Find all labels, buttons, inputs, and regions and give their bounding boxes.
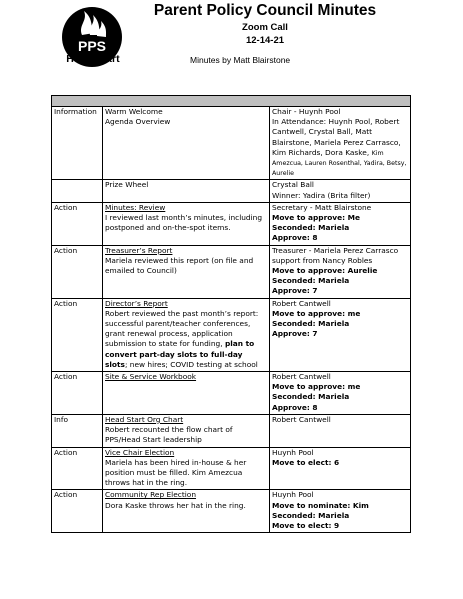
row-vote: Approve: 7 bbox=[272, 286, 318, 296]
row-topic: Warm Welcome bbox=[105, 107, 163, 116]
row-owner: Robert Cantwell bbox=[272, 298, 331, 308]
row-detail: Winner: Yadira (Brita filter) bbox=[272, 190, 371, 200]
attendance-list-continued: Kim Amezcua, Lauren Rosenthal, Yadira, Betsy, Aurelie bbox=[272, 149, 407, 178]
row-topic-secondary: Agenda Overview bbox=[105, 117, 171, 127]
row-second: Seconded: Mariela bbox=[272, 276, 350, 286]
row-topic: Site & Service Workbook bbox=[105, 372, 197, 382]
table-row bbox=[52, 490, 411, 533]
row-topic: Head Start Org Chart bbox=[105, 414, 184, 424]
table-header-row bbox=[52, 96, 411, 107]
row-owner: Robert Cantwell bbox=[272, 372, 331, 382]
row-body: Mariela has been hired in-house & her position must be filled. Kim Amezcua throws hat in the ring. bbox=[105, 457, 247, 488]
row-vote: Approve: 8 bbox=[272, 402, 318, 412]
table-row bbox=[52, 180, 411, 202]
row-topic-cell bbox=[103, 107, 270, 180]
row-motion: Move to nominate: Kim bbox=[272, 500, 369, 510]
row-topic-cell bbox=[103, 490, 270, 533]
logo-pps-text: PPS bbox=[77, 38, 107, 54]
row-motion: Move to approve: Me bbox=[272, 213, 361, 223]
row-owner-cell bbox=[270, 414, 411, 447]
row-second: Seconded: Mariela bbox=[272, 510, 350, 520]
row-body: Dora Kaske throws her hat in the ring. bbox=[105, 500, 246, 510]
row-topic-cell bbox=[103, 414, 270, 447]
row-owner-cell bbox=[270, 180, 411, 202]
table-row bbox=[52, 447, 411, 490]
table-row bbox=[52, 245, 411, 298]
row-topic: Prize Wheel bbox=[105, 180, 149, 190]
row-type: Action bbox=[52, 202, 103, 245]
minutes-table bbox=[51, 95, 411, 533]
meeting-type: Zoom Call bbox=[242, 22, 288, 33]
row-owner: Huynh Pool bbox=[272, 490, 314, 500]
row-second: Seconded: Mariela bbox=[272, 319, 350, 329]
row-topic-cell bbox=[103, 245, 270, 298]
row-owner-cell bbox=[270, 447, 411, 490]
row-owner: Secretary - Matt Blairstone bbox=[272, 202, 372, 212]
logo-head-start-text: Head Start bbox=[66, 53, 120, 65]
row-body-emphasis: plan to convert part-day slots to full-day slots bbox=[105, 339, 255, 369]
row-owner: Huynh Pool bbox=[272, 447, 314, 457]
table-row bbox=[52, 107, 411, 180]
row-owner-cell bbox=[270, 245, 411, 298]
row-topic-cell bbox=[103, 202, 270, 245]
table-row bbox=[52, 414, 411, 447]
row-topic: Vice Chair Election bbox=[105, 447, 175, 457]
row-topic-cell bbox=[103, 447, 270, 490]
row-owner-cell bbox=[270, 202, 411, 245]
row-body: Robert reviewed the past month’s report: successful parent/teacher conferences, grant renewal process, application submission to state for funding, bbox=[105, 308, 259, 349]
row-type: Action bbox=[52, 298, 103, 371]
row-type: Action bbox=[52, 245, 103, 298]
row-owner: Treasurer - Mariela Perez Carrasco support from Nancy Robles bbox=[272, 245, 399, 265]
row-topic: Minutes: Review bbox=[105, 202, 166, 212]
row-topic-cell bbox=[103, 180, 270, 202]
row-vote: Approve: 7 bbox=[272, 329, 318, 339]
row-body: I reviewed last month’s minutes, including postponed and on-the-spot items. bbox=[105, 213, 263, 233]
row-vote: Move to elect: 9 bbox=[272, 520, 340, 530]
row-owner-cell bbox=[270, 107, 411, 180]
table-row bbox=[52, 298, 411, 371]
row-topic-cell bbox=[103, 298, 270, 371]
row-type: Action bbox=[52, 372, 103, 415]
row-type: Information bbox=[52, 107, 103, 180]
row-second: Seconded: Mariela bbox=[272, 392, 350, 402]
row-motion: Move to approve: me bbox=[272, 308, 361, 318]
row-body-end: ; new hires; COVID testing at school bbox=[124, 359, 258, 369]
row-topic: Treasurer’s Report bbox=[105, 245, 173, 255]
row-type: Action bbox=[52, 447, 103, 490]
row-body: Mariela reviewed this report (on file and emailed to Council) bbox=[105, 255, 254, 276]
table-row bbox=[52, 202, 411, 245]
row-topic: Director’s Report bbox=[105, 298, 168, 308]
minutes-byline: Minutes by Matt Blairstone bbox=[190, 55, 291, 65]
row-owner: Chair - Huynh Pool bbox=[272, 107, 341, 116]
row-motion: Move to elect: 6 bbox=[272, 457, 340, 467]
row-owner: Robert Cantwell bbox=[272, 414, 331, 424]
meeting-date: 12-14-21 bbox=[245, 35, 285, 46]
table-row bbox=[52, 372, 411, 415]
attendance-list: In Attendance: Huynh Pool, Robert Cantwell, Crystal Ball, Matt Blairstone, Mariela Perez Carrasco, Kim Richards, Dora Kaske, bbox=[272, 117, 401, 157]
row-type bbox=[52, 180, 103, 202]
row-owner-cell bbox=[270, 372, 411, 415]
row-body: Robert recounted the flow chart of PPS/Head Start leadership bbox=[105, 425, 233, 445]
row-owner-cell bbox=[270, 490, 411, 533]
row-motion: Move to approve: me bbox=[272, 382, 361, 392]
row-topic-cell bbox=[103, 372, 270, 415]
row-motion: Move to approve: Aurelie bbox=[272, 266, 378, 276]
row-topic: Community Rep Election bbox=[105, 490, 197, 500]
row-type: Action bbox=[52, 490, 103, 533]
row-type: Info bbox=[52, 414, 103, 447]
row-vote: Approve: 8 bbox=[272, 233, 318, 243]
row-second: Seconded: Mariela bbox=[272, 223, 350, 233]
row-owner: Crystal Ball bbox=[272, 180, 314, 190]
row-owner-cell bbox=[270, 298, 411, 371]
document-title: Parent Policy Council Minutes bbox=[153, 2, 377, 19]
